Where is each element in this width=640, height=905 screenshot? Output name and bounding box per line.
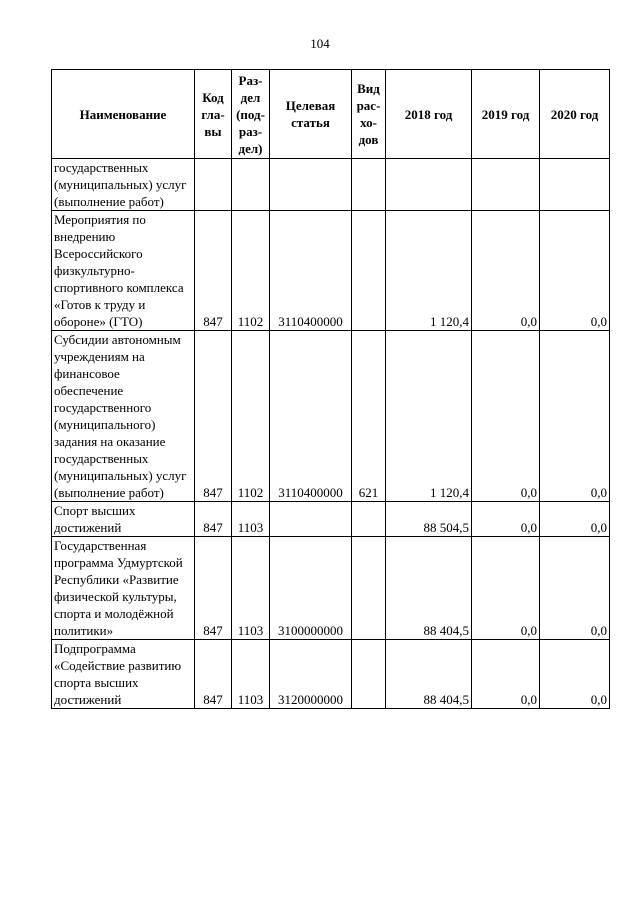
table-row xyxy=(52,331,610,502)
row-code: 847 xyxy=(195,537,232,640)
page-number: 104 xyxy=(310,36,330,51)
row-2019 xyxy=(472,159,540,211)
row-2019: 0,0 xyxy=(472,211,540,331)
row-section: 1102 xyxy=(232,211,270,331)
table-header-row xyxy=(52,70,610,159)
row-2018: 88 504,5 xyxy=(386,502,472,537)
row-type xyxy=(352,159,386,211)
header-expense-type: Вид рас-хо-дов xyxy=(352,70,386,159)
row-target xyxy=(270,502,352,537)
row-2018: 88 404,5 xyxy=(386,537,472,640)
row-target: 3100000000 xyxy=(270,537,352,640)
row-section: 1102 xyxy=(232,331,270,502)
row-section: 1103 xyxy=(232,502,270,537)
row-section xyxy=(232,159,270,211)
row-name: Подпрограмма «Содействие развитию спорта высших достижений xyxy=(52,640,195,709)
header-section: Раз-дел (под-раз-дел) xyxy=(232,70,270,159)
table-row xyxy=(52,502,610,537)
header-2018: 2018 год xyxy=(386,70,472,159)
row-type xyxy=(352,537,386,640)
row-2018: 88 404,5 xyxy=(386,640,472,709)
row-type xyxy=(352,211,386,331)
row-2018 xyxy=(386,159,472,211)
budget-table xyxy=(51,69,610,709)
table-row xyxy=(52,159,610,211)
row-2018: 1 120,4 xyxy=(386,211,472,331)
row-2019: 0,0 xyxy=(472,331,540,502)
row-target xyxy=(270,159,352,211)
row-2019: 0,0 xyxy=(472,502,540,537)
row-name: государственных (муниципальных) услуг (выполнение работ) xyxy=(52,159,195,211)
row-2018: 1 120,4 xyxy=(386,331,472,502)
row-section: 1103 xyxy=(232,640,270,709)
header-name: Наименование xyxy=(52,70,195,159)
row-2020: 0,0 xyxy=(540,537,610,640)
row-2020: 0,0 xyxy=(540,640,610,709)
header-2020: 2020 год xyxy=(540,70,610,159)
row-code: 847 xyxy=(195,331,232,502)
row-code: 847 xyxy=(195,640,232,709)
row-code xyxy=(195,159,232,211)
row-type xyxy=(352,640,386,709)
row-2020 xyxy=(540,159,610,211)
row-target: 3110400000 xyxy=(270,331,352,502)
row-2020: 0,0 xyxy=(540,502,610,537)
row-type: 621 xyxy=(352,331,386,502)
header-2019: 2019 год xyxy=(472,70,540,159)
row-target: 3110400000 xyxy=(270,211,352,331)
row-name: Мероприятия по внедрению Всероссийского физкультурно-спортивного комплекса «Готов к труду и обороне» (ГТО) xyxy=(52,211,195,331)
row-section: 1103 xyxy=(232,537,270,640)
table-row xyxy=(52,640,610,709)
row-name: Государственная программа Удмуртской Республики «Развитие физической культуры, спорта и молодёжной политики» xyxy=(52,537,195,640)
row-code: 847 xyxy=(195,502,232,537)
table-row xyxy=(52,537,610,640)
row-code: 847 xyxy=(195,211,232,331)
row-2020: 0,0 xyxy=(540,211,610,331)
row-type xyxy=(352,502,386,537)
header-target-article: Целевая статья xyxy=(270,70,352,159)
row-name: Субсидии автономным учреждениям на финансовое обеспечение государственного (муниципального) задания на оказание государственных (муниципальных) услуг (выполнение работ) xyxy=(52,331,195,502)
header-chapter-code: Код гла-вы xyxy=(195,70,232,159)
row-2019: 0,0 xyxy=(472,537,540,640)
row-name: Спорт высших достижений xyxy=(52,502,195,537)
row-2019: 0,0 xyxy=(472,640,540,709)
table-row xyxy=(52,211,610,331)
row-2020: 0,0 xyxy=(540,331,610,502)
row-target: 3120000000 xyxy=(270,640,352,709)
